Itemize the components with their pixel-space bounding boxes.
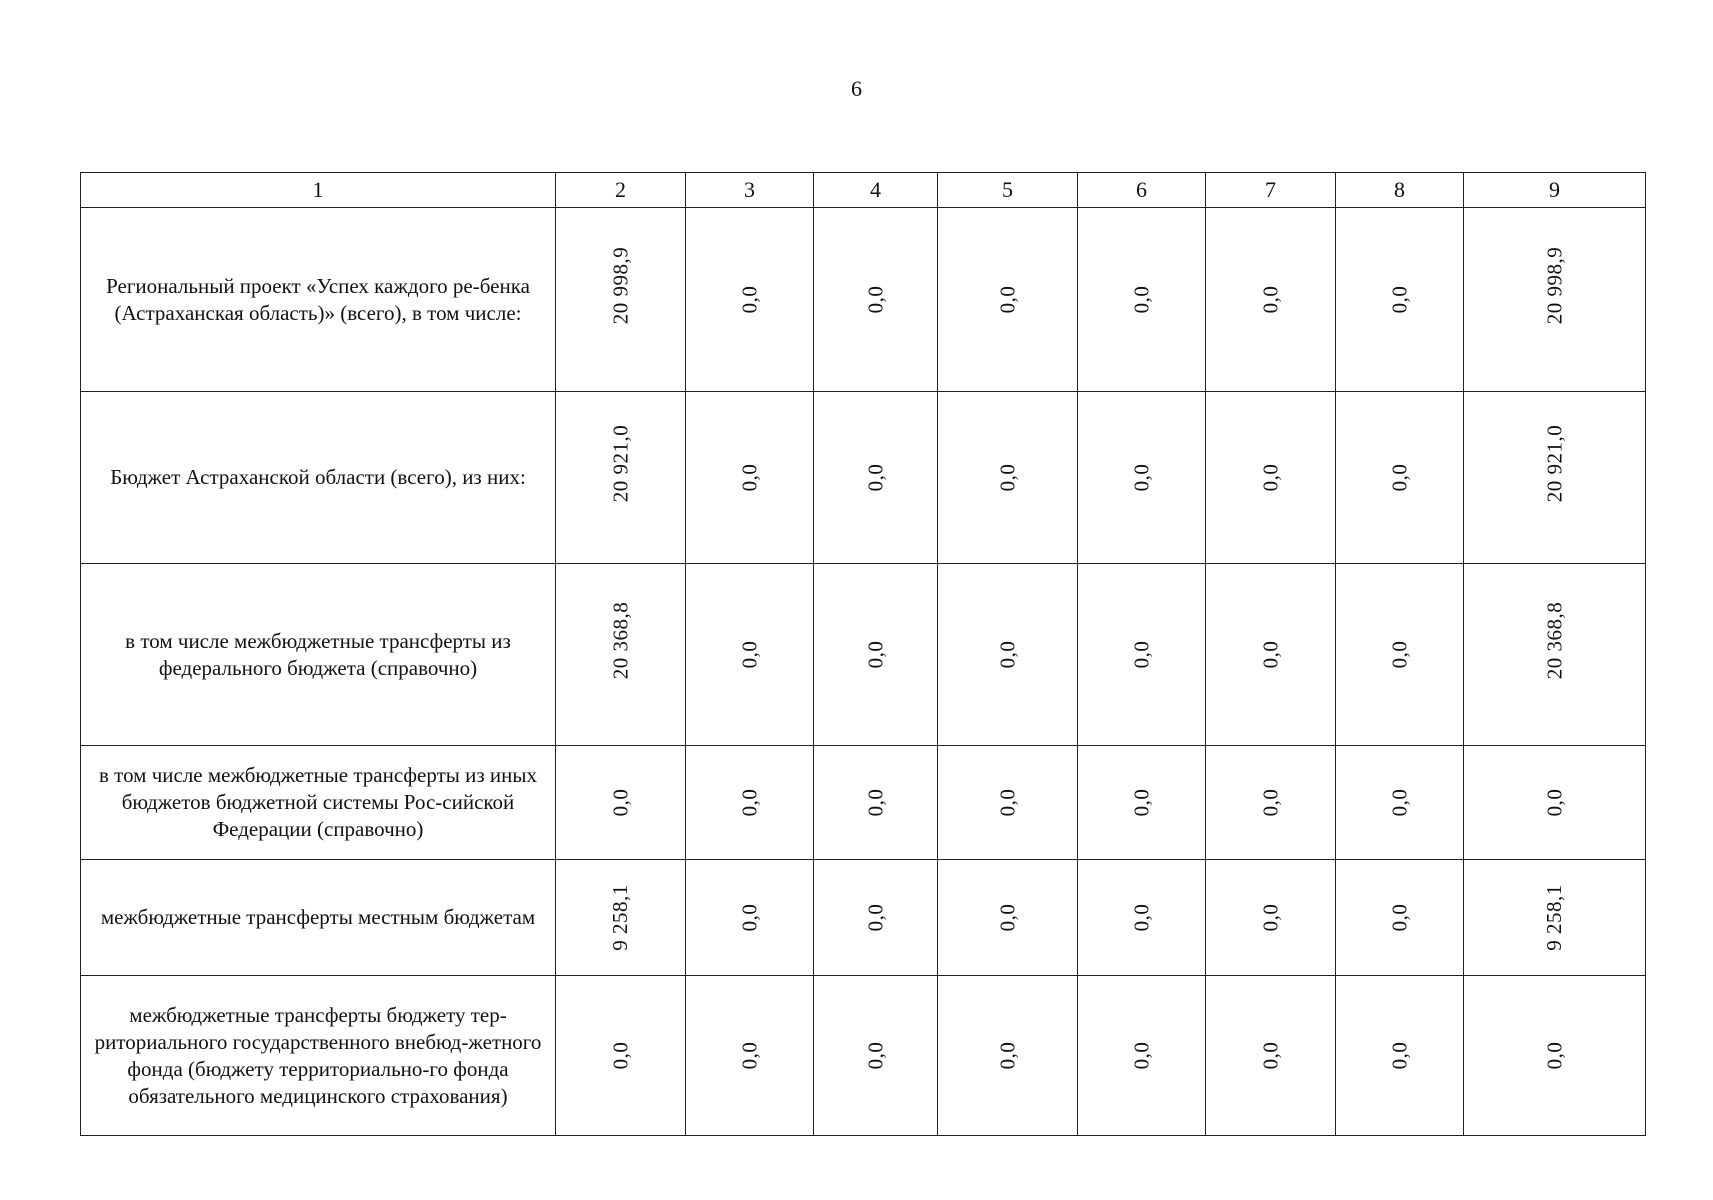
table-row bbox=[81, 564, 1646, 746]
cell-value: 0,0 bbox=[1387, 903, 1411, 932]
budget-table bbox=[80, 172, 1646, 1136]
table-cell bbox=[556, 746, 686, 860]
cell-value: 0,0 bbox=[1129, 463, 1153, 492]
table-cell bbox=[686, 746, 814, 860]
cell-value: 20 368,8 bbox=[608, 601, 632, 680]
cell-value: 9 258,1 bbox=[1542, 884, 1566, 951]
page-number: 6 bbox=[851, 76, 862, 101]
table-cell bbox=[1078, 208, 1206, 392]
cell-value: 0,0 bbox=[863, 903, 887, 932]
column-header: 5 bbox=[938, 173, 1078, 208]
table-cell bbox=[686, 392, 814, 564]
table-cell bbox=[1464, 564, 1646, 746]
cell-value: 0,0 bbox=[737, 903, 761, 932]
cell-value: 0,0 bbox=[995, 1041, 1019, 1070]
cell-value: 0,0 bbox=[737, 463, 761, 492]
header-row bbox=[81, 173, 1646, 208]
cell-value: 0,0 bbox=[1129, 903, 1153, 932]
table-cell bbox=[1464, 860, 1646, 976]
cell-value: 9 258,1 bbox=[608, 884, 632, 951]
table-cell bbox=[938, 860, 1078, 976]
cell-value: 0,0 bbox=[608, 1041, 632, 1070]
table-cell bbox=[1206, 208, 1336, 392]
column-header: 4 bbox=[814, 173, 938, 208]
table-row bbox=[81, 392, 1646, 564]
table-cell bbox=[1206, 976, 1336, 1136]
cell-value: 0,0 bbox=[863, 788, 887, 817]
table-cell bbox=[1336, 746, 1464, 860]
row-label: межбюджетные трансферты бюджету тер-риториального государственного внебюд-жетного фонда (бюджету территориально-го фонда обязательного медицинского страхования) bbox=[81, 976, 556, 1136]
table-cell bbox=[1336, 208, 1464, 392]
table-cell bbox=[556, 860, 686, 976]
cell-value: 0,0 bbox=[995, 788, 1019, 817]
cell-value: 0,0 bbox=[1258, 285, 1282, 314]
cell-value: 0,0 bbox=[995, 640, 1019, 669]
table-cell bbox=[686, 208, 814, 392]
table-cell bbox=[938, 746, 1078, 860]
cell-value: 0,0 bbox=[737, 788, 761, 817]
cell-value: 0,0 bbox=[1387, 640, 1411, 669]
cell-value: 0,0 bbox=[1387, 788, 1411, 817]
table-row bbox=[81, 746, 1646, 860]
cell-value: 0,0 bbox=[1542, 1041, 1566, 1070]
table-cell bbox=[686, 860, 814, 976]
table-cell bbox=[1206, 860, 1336, 976]
table-cell bbox=[814, 208, 938, 392]
cell-value: 0,0 bbox=[1129, 285, 1153, 314]
table-cell bbox=[1336, 976, 1464, 1136]
cell-value: 0,0 bbox=[1258, 1041, 1282, 1070]
table-cell bbox=[814, 392, 938, 564]
column-header: 1 bbox=[81, 173, 556, 208]
table-cell bbox=[1078, 564, 1206, 746]
cell-value: 0,0 bbox=[1129, 788, 1153, 817]
table-cell bbox=[1206, 746, 1336, 860]
cell-value: 0,0 bbox=[737, 1041, 761, 1070]
cell-value: 0,0 bbox=[1387, 1041, 1411, 1070]
cell-value: 0,0 bbox=[1258, 640, 1282, 669]
cell-value: 0,0 bbox=[1129, 1041, 1153, 1070]
table-cell bbox=[938, 392, 1078, 564]
table-cell bbox=[1078, 392, 1206, 564]
column-header: 9 bbox=[1464, 173, 1646, 208]
table-cell bbox=[556, 392, 686, 564]
cell-value: 0,0 bbox=[608, 788, 632, 817]
column-header: 6 bbox=[1078, 173, 1206, 208]
cell-value: 0,0 bbox=[863, 640, 887, 669]
column-header: 2 bbox=[556, 173, 686, 208]
table-cell bbox=[938, 564, 1078, 746]
table-cell bbox=[814, 976, 938, 1136]
table-row bbox=[81, 860, 1646, 976]
row-label: в том числе межбюджетные трансферты из иных бюджетов бюджетной системы Рос-сийской Федерации (справочно) bbox=[81, 746, 556, 860]
cell-value: 0,0 bbox=[863, 1041, 887, 1070]
table-cell bbox=[686, 976, 814, 1136]
cell-value: 20 998,9 bbox=[1542, 246, 1566, 325]
cell-value: 0,0 bbox=[863, 285, 887, 314]
column-header: 8 bbox=[1336, 173, 1464, 208]
table-cell bbox=[1464, 976, 1646, 1136]
column-header: 7 bbox=[1206, 173, 1336, 208]
table-row bbox=[81, 208, 1646, 392]
table-cell bbox=[1206, 564, 1336, 746]
cell-value: 0,0 bbox=[1258, 788, 1282, 817]
cell-value: 0,0 bbox=[995, 463, 1019, 492]
row-label: Региональный проект «Успех каждого ре-бенка (Астраханская область)» (всего), в том числе: bbox=[81, 208, 556, 392]
cell-value: 20 368,8 bbox=[1542, 601, 1566, 680]
cell-value: 20 998,9 bbox=[608, 246, 632, 325]
cell-value: 0,0 bbox=[1258, 903, 1282, 932]
row-label: в том числе межбюджетные трансферты из федерального бюджета (справочно) bbox=[81, 564, 556, 746]
table-cell bbox=[1206, 392, 1336, 564]
table-cell bbox=[556, 976, 686, 1136]
table-cell bbox=[938, 976, 1078, 1136]
cell-value: 0,0 bbox=[1129, 640, 1153, 669]
cell-value: 0,0 bbox=[737, 640, 761, 669]
cell-value: 0,0 bbox=[995, 285, 1019, 314]
cell-value: 0,0 bbox=[995, 903, 1019, 932]
cell-value: 0,0 bbox=[737, 285, 761, 314]
cell-value: 0,0 bbox=[1542, 788, 1566, 817]
table-cell bbox=[1078, 976, 1206, 1136]
table-cell bbox=[814, 860, 938, 976]
table-cell bbox=[1464, 208, 1646, 392]
cell-value: 0,0 bbox=[1258, 463, 1282, 492]
cell-value: 20 921,0 bbox=[608, 424, 632, 503]
row-label: Бюджет Астраханской области (всего), из них: bbox=[81, 392, 556, 564]
table-cell bbox=[686, 564, 814, 746]
table-cell bbox=[1336, 564, 1464, 746]
table-cell bbox=[938, 208, 1078, 392]
table-cell bbox=[814, 746, 938, 860]
cell-value: 20 921,0 bbox=[1542, 424, 1566, 503]
table-cell bbox=[1078, 746, 1206, 860]
column-header: 3 bbox=[686, 173, 814, 208]
cell-value: 0,0 bbox=[1387, 285, 1411, 314]
table-row bbox=[81, 976, 1646, 1136]
table-cell bbox=[1336, 860, 1464, 976]
table-cell bbox=[1078, 860, 1206, 976]
cell-value: 0,0 bbox=[1387, 463, 1411, 492]
table-cell bbox=[556, 564, 686, 746]
row-label: межбюджетные трансферты местным бюджетам bbox=[81, 860, 556, 976]
table-cell bbox=[1336, 392, 1464, 564]
cell-value: 0,0 bbox=[863, 463, 887, 492]
table-cell bbox=[1464, 392, 1646, 564]
table-cell bbox=[1464, 746, 1646, 860]
table-cell bbox=[814, 564, 938, 746]
table-cell bbox=[556, 208, 686, 392]
